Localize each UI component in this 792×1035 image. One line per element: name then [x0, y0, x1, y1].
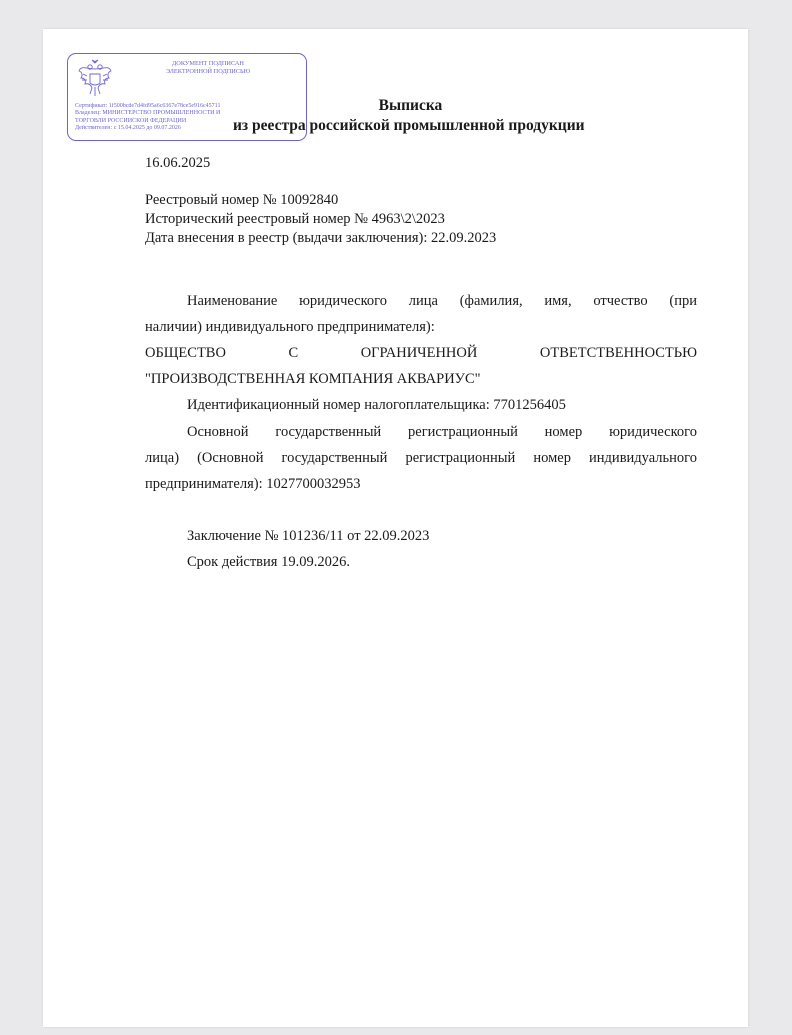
coat-of-arms-icon: [77, 59, 113, 99]
stamp-valid: Действителен: с 15.04.2025 до 09.07.2026: [75, 124, 181, 131]
historical-number: Исторический реестровый номер № 4963\2\2023: [145, 211, 445, 227]
inn: Идентификационный номер налогоплательщика: 7701256405: [187, 397, 566, 413]
title-line-1: Выписка: [378, 97, 443, 114]
entry-date: Дата внесения в реестр (выдачи заключения): 22.09.2023: [145, 230, 497, 246]
legal-name-label-1: Наименование юридического лица (фамилия, имя, отчество (при: [187, 293, 697, 309]
document-page: [43, 29, 748, 1027]
stamp-owner-1: Владелец: МИНИСТЕРСТВО ПРОМЫШЛЕННОСТИ И: [75, 110, 221, 117]
ogrn-1: Основной государственный регистрационный номер юридического: [187, 424, 697, 440]
company-name-1: ОБЩЕСТВО С ОГРАНИЧЕННОЙ ОТВЕТСТВЕННОСТЬЮ: [145, 345, 697, 361]
legal-name-label-2: наличии) индивидуального предпринимателя):: [145, 319, 435, 335]
stamp-certificate: Сертификат: 1f500bcde7d4fd95a6c6367e78ce5e916c45711: [75, 103, 221, 109]
validity: Срок действия 19.09.2026.: [187, 554, 350, 570]
stamp-owner-2: ТОРГОВЛИ РОССИЙСКОЙ ФЕДЕРАЦИИ: [75, 117, 187, 124]
document-date: 16.06.2025: [145, 155, 211, 171]
ogrn-3: предпринимателя): 1027700032953: [145, 476, 361, 492]
ogrn-2: лица) (Основной государственный регистрационный номер индивидуального: [145, 450, 697, 466]
stamp-header: ДОКУМЕНТ ПОДПИСАН ЭЛЕКТРОННОЙ ПОДПИСЬЮ: [165, 60, 251, 75]
company-name-2: "ПРОИЗВОДСТВЕННАЯ КОМПАНИЯ АКВАРИУС": [145, 371, 481, 387]
conclusion: Заключение № 101236/11 от 22.09.2023: [187, 528, 430, 544]
title-line-2: из реестра российской промышленной продукции: [233, 117, 585, 134]
registry-number: Реестровый номер № 10092840: [145, 192, 339, 208]
